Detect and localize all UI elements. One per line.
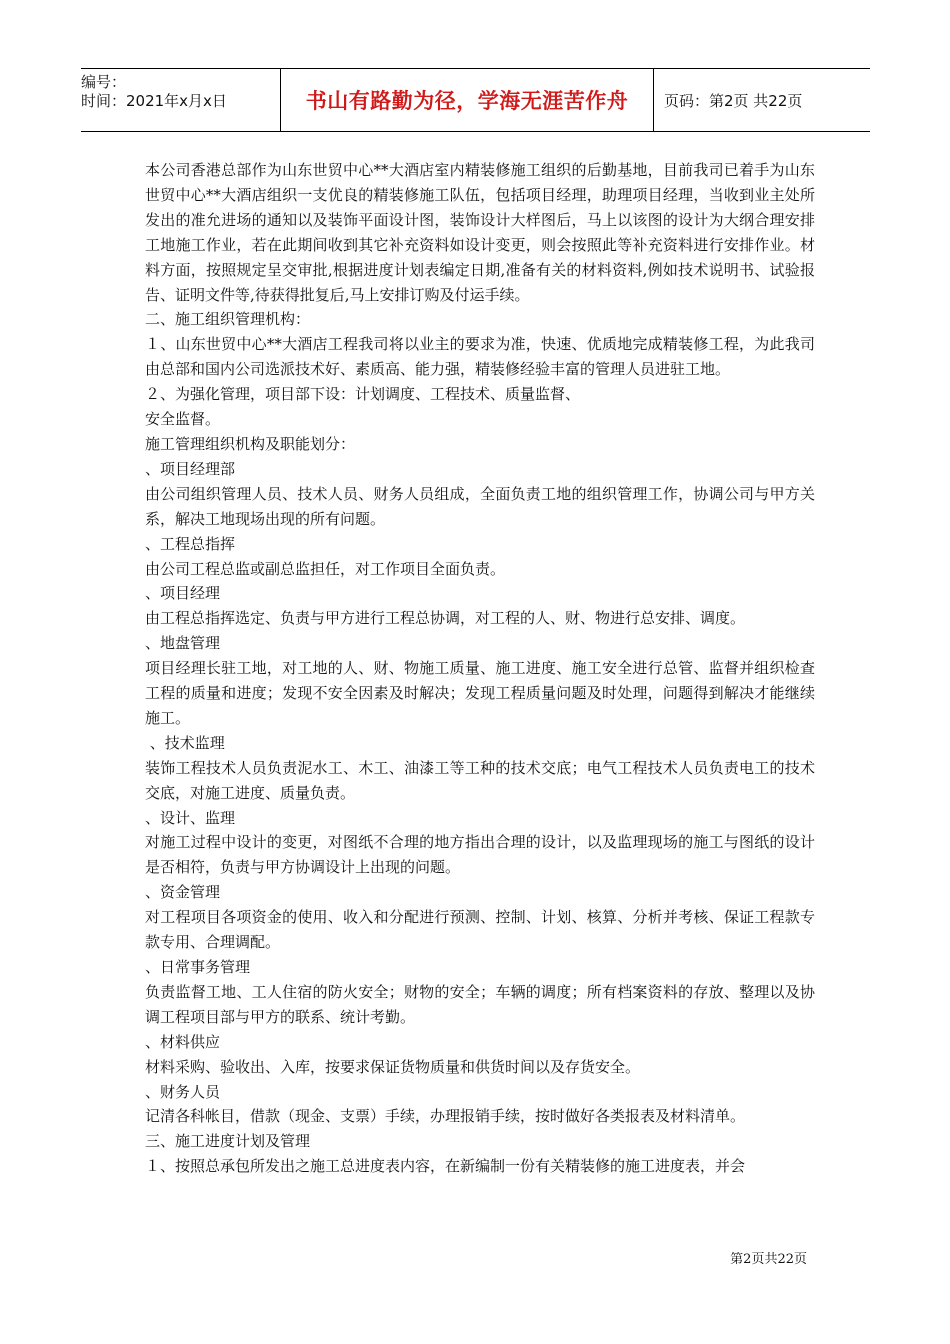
header-page-number: 页码：第2页 共22页	[664, 91, 803, 110]
section-heading: 三、施工进度计划及管理	[145, 1132, 311, 1151]
subheading: 、技术监理	[145, 733, 225, 752]
subheading: 、材料供应	[145, 1032, 221, 1051]
document-date-label: 时间：2021年x月x日	[81, 92, 227, 110]
paragraph: １、山东世贸中心**大酒店工程我司将以业主的要求为准，快速、优质地完成精装修工程，为此我司由总部和国内公司选派技术好、素质高、能力强，精装修经验丰富的管理人员进驻工地。	[145, 335, 815, 379]
subheading: 、日常事务管理	[145, 958, 251, 976]
paragraph: 对施工过程中设计的变更，对图纸不合理的地方指出合理的设计，以及监理现场的施工与图纸的设计是否相符，负责与甲方协调设计上出现的问题。	[145, 833, 815, 877]
paragraph: 由工程总指挥选定、负责与甲方进行工程总协调，对工程的人、财、物进行总安排、调度。	[145, 609, 746, 628]
subheading: 、工程总指挥	[145, 534, 236, 553]
header-motto: 书山有路勤为径，学海无涯苦作舟	[281, 69, 654, 131]
paragraph: 装饰工程技术人员负责泥水工、木工、油漆工等工种的技术交底；电气工程技术人员负责电工的技术交底，对施工进度、质量负责。	[145, 758, 815, 802]
subheading: 、财务人员	[145, 1082, 221, 1101]
paragraph: 项目经理长驻工地，对工地的人、财、物施工质量、施工进度、施工安全进行总管、监督并组织检查工程的质量和进度；发现不安全因素及时解决；发现工程质量问题及时处理，问题得到解决才能继续施工。	[145, 659, 815, 727]
document-number-label: 编号：	[81, 73, 127, 91]
section-heading: 二、施工组织管理机构：	[145, 310, 311, 329]
paragraph: 记清各科帐目，借款（现金、支票）手续，办理报销手续，按时做好各类报表及材料清单。	[145, 1107, 746, 1126]
paragraph: 材料采购、验收出、入库，按要求保证货物质量和供货时间以及存货安全。	[145, 1057, 641, 1076]
paragraph: ２、为强化管理，项目部下设：计划调度、工程技术、质量监督、	[145, 385, 581, 404]
subheading: 、项目经理部	[145, 459, 236, 478]
page-header	[81, 68, 870, 132]
paragraph: 施工管理组织机构及职能划分：	[145, 434, 356, 453]
subheading: 、地盘管理	[145, 634, 221, 653]
document-body	[145, 158, 815, 1179]
header-meta	[81, 69, 281, 131]
subheading: 、设计、监理	[145, 808, 236, 827]
page-footer-number: 第2页共22页	[730, 1252, 807, 1267]
paragraph: １、按照总承包所发出之施工总进度表内容，在新编制一份有关精装修的施工进度表，并会	[145, 1157, 746, 1176]
subheading: 、项目经理	[145, 584, 221, 603]
paragraph: 本公司香港总部作为山东世贸中心**大酒店室内精装修施工组织的后勤基地，目前我司已着手为山东世贸中心**大酒店组织一支优良的精装修施工队伍，包括项目经理，助理项目经理，当收到业主处所发出的准允进场的通知以及装饰平面设计图，装饰设计大样图后，马上以该图的设计为大纲合理安排工地施工作业，若在此期间收到其它补充资料如设计变更，则会按照此等补充资料进行安排作业。材料方面，按照规定呈交审批,根据进度计划表编定日期,准备有关的材料资料,例如技术说明书、试验报告、证明文件等,待获得批复后,马上安排订购及付运手续。	[145, 161, 815, 304]
paragraph: 对工程项目各项资金的使用、收入和分配进行预测、控制、计划、核算、分析并考核、保证工程款专款专用、合理调配。	[145, 908, 815, 952]
paragraph: 安全监督。	[145, 410, 221, 429]
subheading: 、资金管理	[145, 883, 221, 902]
paragraph: 由公司工程总监或副总监担任，对工作项目全面负责。	[145, 559, 506, 578]
paragraph: 由公司组织管理人员、技术人员、财务人员组成，全面负责工地的组织管理工作，协调公司与甲方关系，解决工地现场出现的所有问题。	[145, 484, 815, 528]
paragraph: 负责监督工地、工人住宿的防火安全；财物的安全；车辆的调度；所有档案资料的存放、整理以及协调工程项目部与甲方的联系、统计考勤。	[145, 982, 815, 1026]
